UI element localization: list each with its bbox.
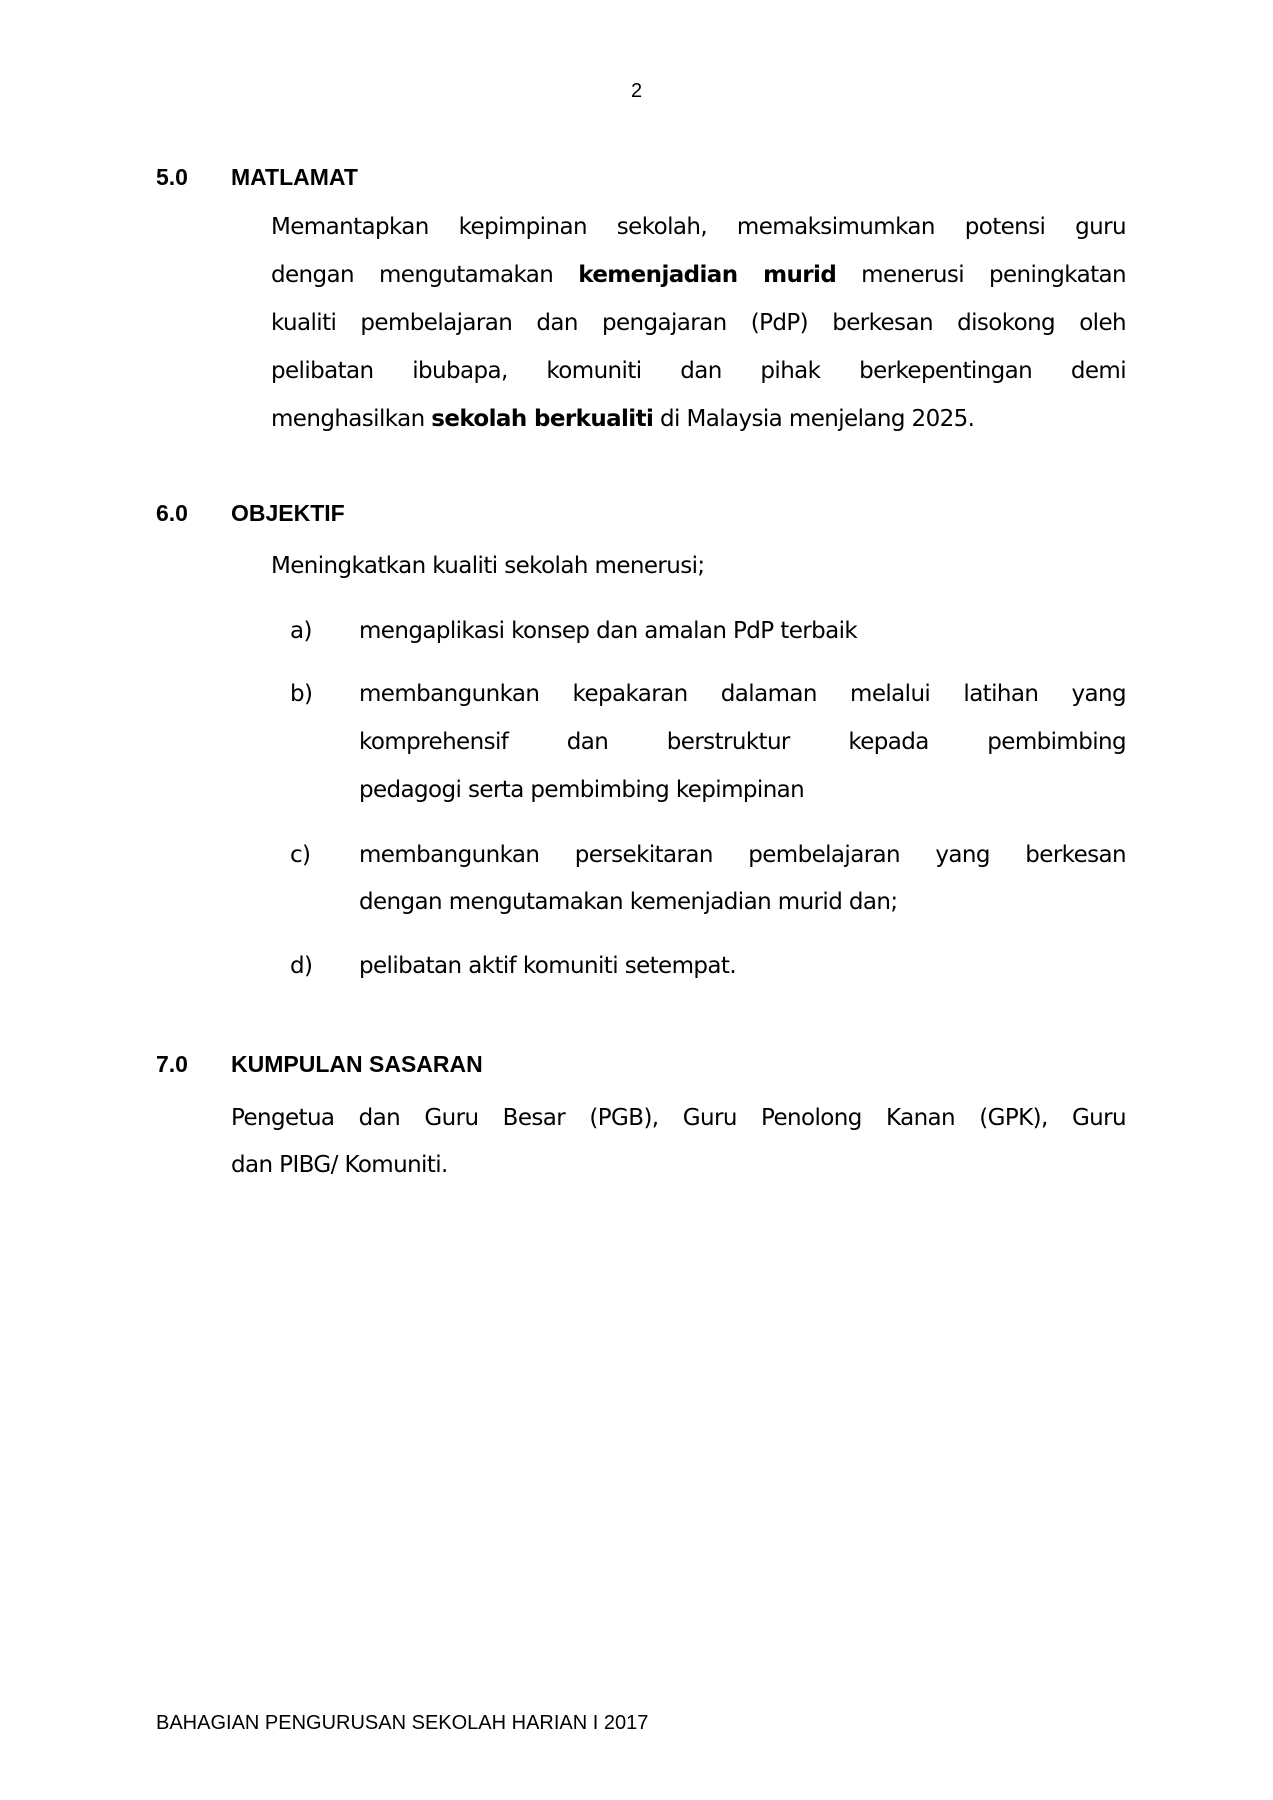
page-footer: BAHAGIAN PENGURUSAN SEKOLAH HARIAN I 2017 (156, 1712, 649, 1734)
bold-text: sekolah berkualiti (431, 406, 654, 432)
section-5-number: 5.0 (156, 164, 188, 190)
item-label-d: d) (290, 953, 313, 979)
text: menerusi peningkatan (836, 262, 1126, 288)
item-b-line-1: membangunkan kepakaran dalaman melalui latihan yang (359, 681, 1126, 707)
page-number: 2 (630, 80, 643, 102)
matlamat-line-5 (271, 404, 1126, 434)
matlamat-line-1: Memantapkan kepimpinan sekolah, memaksimumkan potensi guru (271, 214, 1126, 240)
matlamat-line-2 (271, 260, 1126, 290)
item-label-c: c) (290, 842, 311, 868)
item-b-line-2: komprehensif dan berstruktur kepada pembimbing (359, 729, 1126, 755)
item-a-line-1: mengaplikasi konsep dan amalan PdP terbaik (359, 618, 858, 644)
section-6-number: 6.0 (156, 500, 188, 526)
item-d-line-1: pelibatan aktif komuniti setempat. (359, 953, 737, 979)
text: di Malaysia menjelang 2025. (653, 406, 975, 432)
item-c-line-2: dengan mengutamakan kemenjadian murid dan; (359, 889, 898, 915)
sasaran-line-2: dan PIBG/ Komuniti. (231, 1152, 448, 1178)
item-b-line-3: pedagogi serta pembimbing kepimpinan (359, 777, 805, 803)
bold-text: kemenjadian murid (578, 262, 837, 288)
item-label-a: a) (290, 618, 312, 644)
matlamat-line-3: kualiti pembelajaran dan pengajaran (PdP) berkesan disokong oleh (271, 310, 1126, 336)
text: dengan mengutamakan (271, 262, 579, 288)
section-7-number: 7.0 (156, 1051, 188, 1077)
item-label-b: b) (290, 681, 313, 707)
section-6-title: OBJEKTIF (231, 500, 345, 526)
objektif-intro: Meningkatkan kualiti sekolah menerusi; (271, 553, 705, 579)
section-7-title: KUMPULAN SASARAN (231, 1051, 483, 1077)
section-5-title: MATLAMAT (231, 164, 358, 190)
sasaran-line-1: Pengetua dan Guru Besar (PGB), Guru Penolong Kanan (GPK), Guru (231, 1105, 1126, 1131)
item-c-line-1: membangunkan persekitaran pembelajaran yang berkesan (359, 842, 1126, 868)
matlamat-line-4: pelibatan ibubapa, komuniti dan pihak berkepentingan demi (271, 358, 1126, 384)
text: menghasilkan (271, 406, 432, 432)
